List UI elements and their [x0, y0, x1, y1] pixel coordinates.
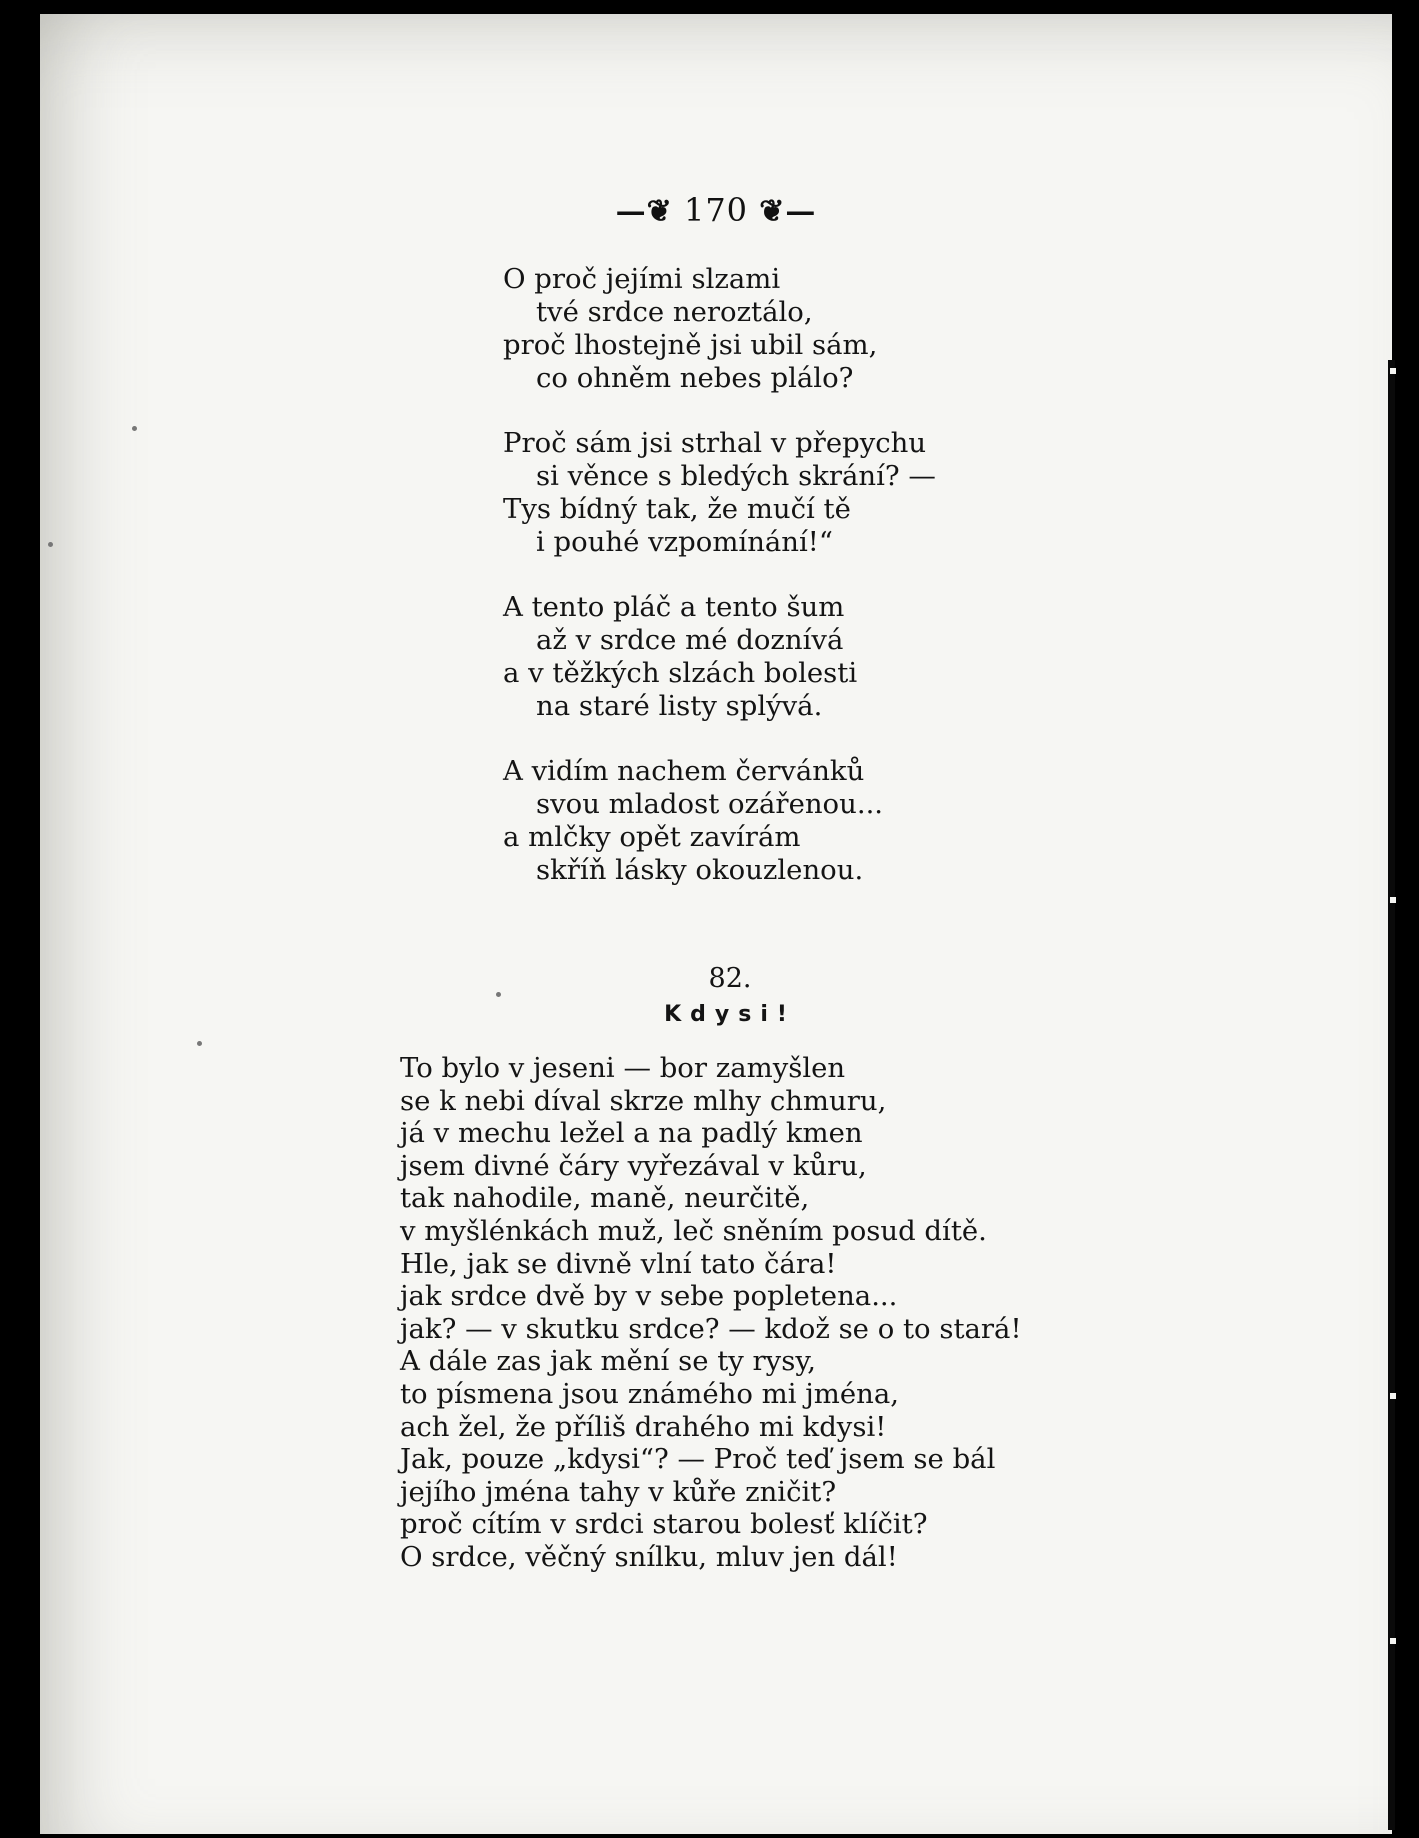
verse-line: jsem divné čáry vyřezával v kůru, [400, 1149, 867, 1182]
verse-line: co ohněm nebes plálo? [536, 362, 854, 394]
verse-line: jak? — v skutku srdce? — kdož se o to stará! [400, 1312, 1022, 1345]
verse-line: tak nahodile, maně, neurčitě, [400, 1182, 810, 1215]
page-header [40, 191, 1392, 229]
speck [48, 542, 53, 547]
verse-line: A vidím nachem červánků [503, 755, 865, 787]
verse-line: proč cítím v srdci starou bolesť klíčit? [400, 1508, 928, 1541]
verse-line: proč lhostejně jsi ubil sám, [503, 329, 878, 361]
verse-line: to písmena jsou známého mi jména, [400, 1377, 900, 1410]
verse-line: O proč jejími slzami [503, 263, 781, 295]
verse-line: i pouhé vzpomínání!“ [536, 526, 833, 558]
speck [132, 426, 137, 431]
binding-stitch [1390, 1638, 1396, 1644]
verse-line: až v srdce mé doznívá [536, 624, 844, 656]
verse-line: a mlčky opět zavírám [503, 821, 801, 853]
verse-line: Proč sám jsi strhal v přepychu [503, 427, 927, 459]
verse-line: si věnce s bledých skrání? — [536, 460, 936, 492]
scan-edge [1392, 0, 1419, 1838]
poem-title: Kdysi! [664, 1002, 796, 1027]
verse-line: To bylo v jeseni — bor zamyšlen [400, 1052, 846, 1084]
verse-line: svou mladost ozářenou... [536, 788, 884, 820]
binding-stitch [1390, 1393, 1396, 1399]
verse-line: jejího jména tahy v kůře zničit? [400, 1475, 837, 1508]
binding-line [1388, 360, 1395, 1830]
speck [197, 1041, 202, 1046]
stanza [503, 591, 1063, 723]
verse-line: v myšlénkách muž, leč sněním posud dítě. [400, 1214, 987, 1247]
verse-line: a v těžkých slzách bolesti [503, 657, 858, 689]
verse-line: Hle, jak se divně vlní tato čára! [400, 1247, 837, 1280]
verse-line: jak srdce dvě by v sebe popletena... [400, 1280, 898, 1313]
verse-line: O srdce, věčný snílku, mluv jen dál! [400, 1540, 898, 1573]
verse-line: se k nebi díval skrze mlhy chmuru, [400, 1084, 887, 1117]
binding-stitch [1390, 897, 1396, 903]
verse-line: Jak, pouze „kdysi“? — Proč teď jsem se bál [400, 1443, 996, 1476]
right-ornament: ❦— [759, 194, 817, 229]
poem-82-body [400, 1052, 1120, 1574]
stanza [503, 263, 1063, 395]
binding-stitch [1390, 368, 1396, 374]
verse-line: ach žel, že příliš drahého mi kdysi! [400, 1410, 887, 1443]
poem-continued [503, 263, 1063, 919]
verse-line: skříň lásky okouzlenou. [536, 854, 864, 886]
poem-number: 82. [708, 963, 752, 994]
stanza [503, 755, 1063, 887]
page-number: 170 [683, 191, 749, 229]
stanza [503, 427, 1063, 559]
verse-line: na staré listy splývá. [536, 690, 823, 722]
verse-line: já v mechu ležel a na padlý kmen [400, 1117, 863, 1150]
verse-line: tvé srdce neroztálo, [536, 296, 813, 328]
verse-line: Tys bídný tak, že mučí tě [503, 493, 851, 525]
verse-line: A tento pláč a tento šum [503, 591, 845, 623]
left-ornament: —❦ [615, 194, 673, 229]
verse-line: A dále zas jak mění se ty rysy, [400, 1345, 816, 1378]
